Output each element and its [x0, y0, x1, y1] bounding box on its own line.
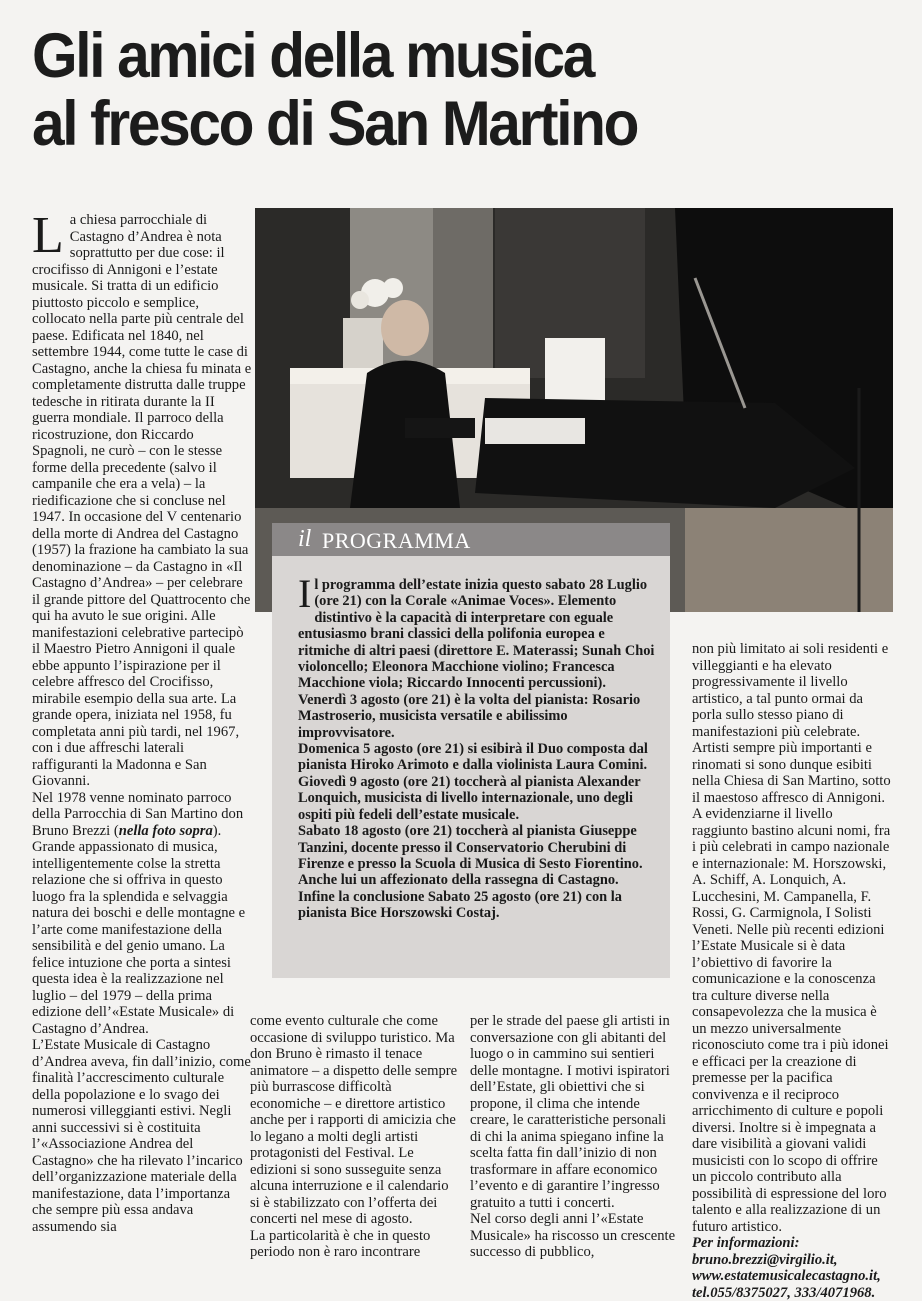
title-line-1: Gli amici della musica [32, 22, 841, 90]
column-4 [692, 641, 892, 1301]
column-2-paragraph-1: come evento culturale che come occasione di sviluppo turistico. Ma don Bruno è rimasto il tenace animatore – a dispetto delle sempre più burrascose difficoltà economiche – e direttore artistico anche per i rapporti di amicizia che lo legano a molti degli artisti protagonisti del Festival. Le edizioni si sono susseguite senza alcuna interruzione e il calendario si è stabilizzato con l’offerta dei concerti nel mese di agosto. [250, 1013, 460, 1228]
programma-paragraph-5: Sabato 18 agosto (ore 21) toccherà al pianista Giuseppe Tanzini, docente presso il Conservatorio Cherubini di Firenze e presso la Scuola di Musica di Sesto Fiorentino. Anche lui un affezionato della rassegna di Castagno. [298, 823, 658, 889]
article-title [32, 22, 841, 158]
drop-cap: L [32, 214, 64, 258]
column-2 [250, 1013, 460, 1261]
info-email: bruno.brezzi@virgilio.it, [692, 1252, 892, 1269]
programma-header-title: PROGRAMMA [322, 528, 471, 554]
programma-paragraph-1: Il programma dell’estate inizia questo sabato 28 Luglio (ore 21) con la Corale «Animae Voces». Elemento distintivo è la capacità di interpretare con eguale entusiasmo brani classici della polifonia europea e ritmiche di altri paesi (direttore E. Materassi; Sunah Choi violoncello; Eleonora Macchione violino; Francesca Macchione viola; Riccardo Innocenti percussioni). [298, 577, 658, 692]
column-4-paragraph-1: non più limitato ai soli residenti e villeggianti e ha elevato progressivamente il livello artistico, a tal punto ormai da porla sullo stesso piano di manifestazioni più celebrate. Artisti sempre più importanti e rinomati si sono dunque esibiti nella Chiesa di San Martino, sotto il maestoso affresco di Annigoni. A evidenziarne il livello raggiunto bastino alcuni nomi, fra i più celebrati in campo nazionale e internazionale: M. Horszowski, A. Schiff, A. Lonquich, A. Lucchesini, M. Campanella, F. Rossi, G. Carmignola, I Solisti Veneti. Nelle più recenti edizioni l’Estate Musicale si è data l’obiettivo di favorire la comunicazione e la conoscenza tra culture diverse nella consapevolezza che la musica è un mezzo universalmente riconosciuto come tra i più idonei e efficaci per la creazione di premesse per la pacifica convivenza e il reciproco arricchimento di culture e popoli diversi. Inoltre si è impegnata a dare visibilità a giovani validi musicisti con lo scopo di offrire un piccolo contributo alla possibilità di espressione del loro talento e alla realizzazione di un futuro artistico. [692, 641, 892, 1235]
info-telephone: tel.055/8375027, 333/4071968. [692, 1285, 892, 1301]
programma-paragraph-3: Domenica 5 agosto (ore 21) si esibirà il Duo composta dal pianista Hiroko Arimoto e dalla violinista Laura Comini. [298, 741, 658, 774]
column-3 [470, 1013, 680, 1261]
column-2-paragraph-2: La particolarità è che in questo periodo non è raro incontrare [250, 1228, 460, 1261]
programma-paragraph-6: Infine la conclusione Sabato 25 agosto (ore 21) con la pianista Bice Horszowski Costaj. [298, 889, 658, 922]
column-3-paragraph-1: per le strade del paese gli artisti in conversazione con gli abitanti del luogo o in cammino sui sentieri delle montagne. I motivi ispiratori dell’Estate, gli obiettivi che si propone, il clima che intende creare, le caratteristiche personali di chi la anima spiegano infine la scelta fatta fin dall’inizio di non trasformare in affare economico l’evento e di garantire l’ingresso gratuito a tutti i concerti. [470, 1013, 680, 1211]
programma-drop-cap: I [298, 578, 311, 610]
column-1-paragraph-1: La chiesa parrocchiale di Castagno d’Andrea è nota soprattutto per due cose: il crocifisso di Annigoni e l’estate musicale. Si tratta di un edificio piuttosto piccolo e semplice, collocato nella parte più centrale del paese. Edificata nel 1840, nel settembre 1944, come tutte le case di Castagno, anche la chiesa fu minata e completamente distrutta dalle truppe tedesche in ritirata durante la II guerra mondiale. Il parroco della ricostruzione, don Riccardo Spagnoli, ne curò – con le stesse forme della precedente (salvo il campanile che era a vela) – la riedificazione che si concluse nel 1947. In occasione del V centenario della morte di Andrea del Castagno (1957) la frazione ha cambiato la sua denominazione – da Castagno in «Il Castagno d’Andrea» – per celebrare il grande pittore del Quattrocento che qui ha avuto le sue origini. Alle manifestazioni celebrative partecipò il Maestro Pietro Annigoni il quale ebbe appunto l’ispirazione per il celebre affresco del Crocifisso, mirabile esempio della sua arte. La grande opera, iniziata nel 1958, fu completata anni più tardi, nel 1967, con i due affreschi laterali raffiguranti la Madonna e San Giovanni. [32, 212, 252, 790]
column-3-paragraph-2: Nel corso degli anni l’«Estate Musicale» ha riscosso un crescente successo di pubblico, [470, 1211, 680, 1261]
title-line-2: al fresco di San Martino [32, 90, 841, 158]
info-website: www.estatemusicalecastagno.it, [692, 1268, 892, 1285]
programma-body [298, 577, 658, 922]
programma-paragraph-4: Giovedì 9 agosto (ore 21) toccherà al pianista Alexander Lonquich, musicista di livello internazionale, uno degli ospiti più fedeli dell’estate musicale. [298, 774, 658, 823]
programma-header-il: il [298, 526, 311, 553]
info-label: Per informazioni: [692, 1235, 892, 1252]
photo-reference: nella foto sopra [119, 823, 213, 839]
programma-header [272, 523, 670, 556]
programma-box [272, 523, 670, 978]
programma-paragraph-2: Venerdì 3 agosto (ore 21) è la volta del pianista: Rosario Mastroserio, musicista versatile e abilissimo improvvisatore. [298, 692, 658, 741]
column-1-paragraph-2: Nel 1978 venne nominato parroco della Parrocchia di San Martino don Bruno Brezzi (nella foto sopra). Grande appassionato di musica, intelligentemente colse la stretta relazione che si offriva in questo luogo fra la splendida e selvaggia natura dei boschi e delle montagne e l’arte come manifestazione della sensibilità e del genio umano. La felice intuzione che porta a sintesi questa idea è la realizzazione nel luglio – del 1979 – della prima edizione dell’«Estate Musicale» di Castagno d’Andrea. [32, 790, 252, 1038]
column-1-paragraph-3: L’Estate Musicale di Castagno d’Andrea aveva, fin dall’inizio, come finalità l’accrescimento culturale della popolazione e lo svago dei numerosi villeggianti estivi. Negli anni successivi si è costituita l’«Associazione Andrea del Castagno» che ha rilevato l’incarico dell’organizzazione materiale della manifestazione, data l’importanza che sempre più essa andava assumendo sia [32, 1037, 252, 1235]
column-1 [32, 212, 252, 1235]
